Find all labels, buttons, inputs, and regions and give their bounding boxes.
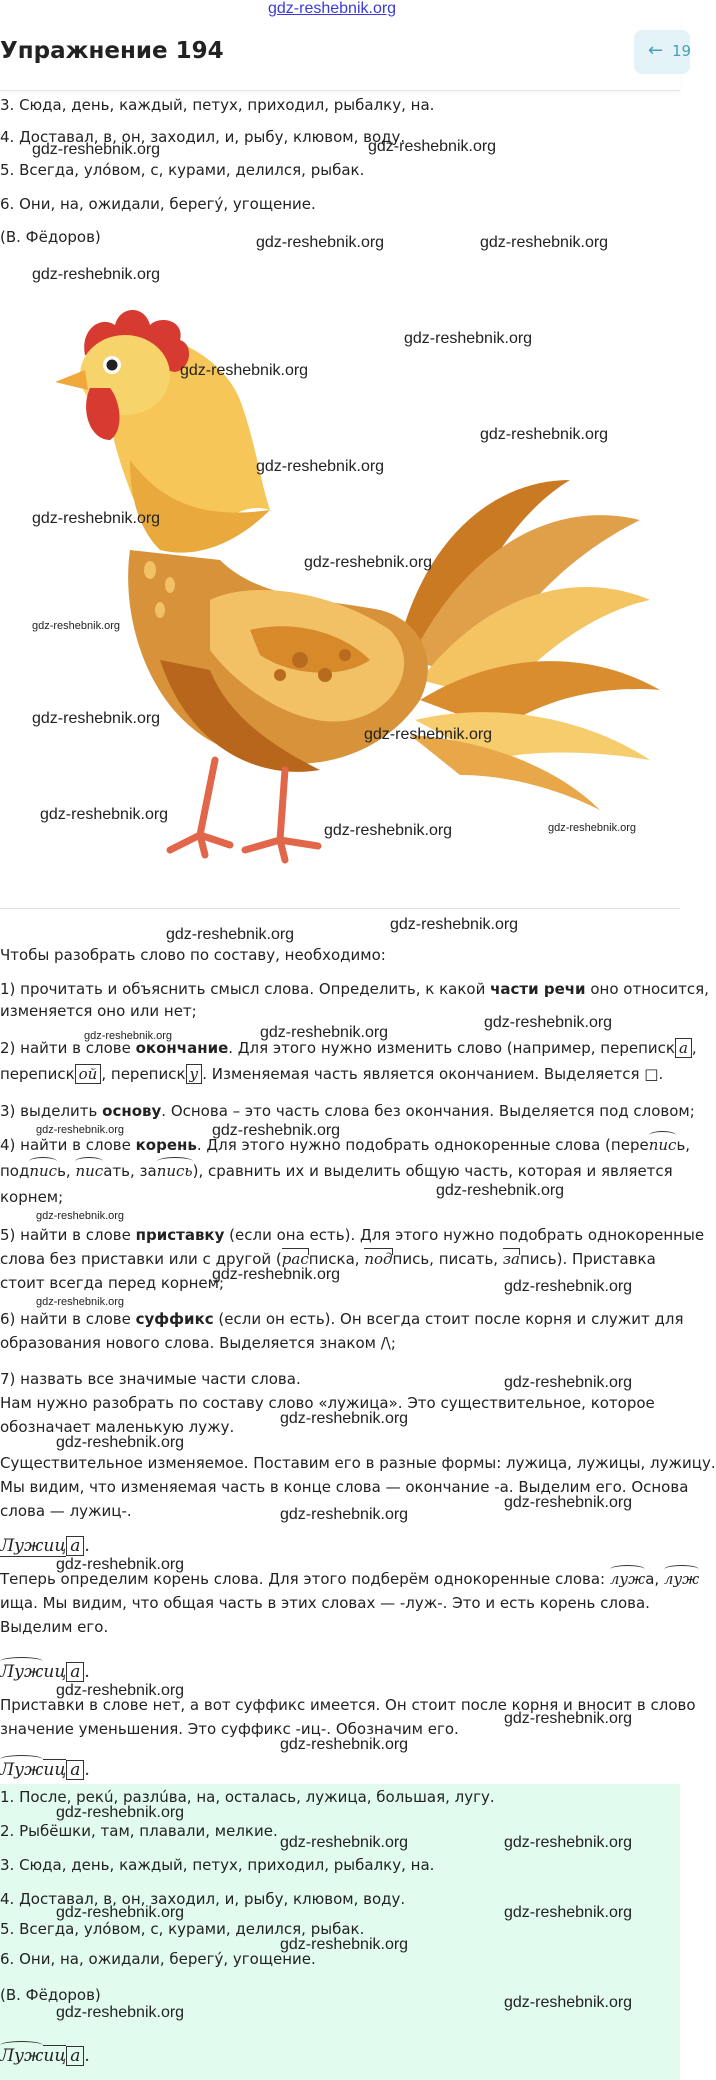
word-parse-ending: Лужиц а . (0, 1536, 90, 1556)
analysis-text: Нам нужно разобрать по составу слово «лужица». Это существительное, которое (0, 1394, 655, 1412)
arrow-left-icon: ← (648, 40, 664, 61)
page-title: Упражнение 194 (0, 38, 224, 64)
watermark: gdz-reshebnik.org (212, 1266, 341, 1283)
watermark: gdz-reshebnik.org (504, 1374, 633, 1391)
step-4-cont: подпись, писать, запись), сравнить их и выделить общую часть, которая и является (0, 1162, 673, 1180)
watermark: gdz-reshebnik.org (32, 266, 161, 283)
watermark: gdz-reshebnik.org (480, 426, 609, 443)
step-2: 2) найти в слове окончание. Для этого нужно изменить слово (например, переписк а , (0, 1039, 697, 1057)
watermark: gdz-reshebnik.org (32, 710, 161, 727)
step-1-cont: изменяется оно или нет; (0, 1002, 197, 1020)
watermark: gdz-reshebnik.org (324, 822, 453, 839)
watermark: gdz-reshebnik.org (504, 1994, 633, 2011)
analysis-text: обозначает маленькую лужу. (0, 1418, 235, 1436)
watermark: gdz-reshebnik.org (504, 1834, 633, 1851)
watermark: gdz-reshebnik.org (56, 1434, 185, 1451)
watermark: gdz-reshebnik.org (40, 806, 169, 823)
answer-line: 5. Всегда, улóвом, с, курами, делился, рыбак. (0, 1920, 365, 1938)
step-5: 5) найти в слове приставку (если она есть). Для этого нужно подобрать однокоренные (0, 1226, 705, 1244)
watermark: gdz-reshebnik.org (280, 1506, 409, 1523)
watermark: gdz-reshebnik.org (280, 1410, 409, 1427)
watermark: gdz-reshebnik.org (504, 1494, 633, 1511)
watermark: gdz-reshebnik.org (256, 234, 385, 251)
analysis-text: Выделим его. (0, 1618, 109, 1636)
analysis-text: Приставки в слове нет, а вот суффикс имеется. Он стоит после корня и вносит в слово (0, 1696, 696, 1714)
watermark: gdz-reshebnik.org (390, 916, 519, 933)
watermark: gdz-reshebnik.org (56, 1904, 185, 1921)
watermark: gdz-reshebnik.org (404, 330, 533, 347)
step-3: 3) выделить основу. Основа – это часть слова без окончания. Выделяется под словом; (0, 1102, 695, 1120)
text-line: 4. Доставал, в, он, заходил, и, рыбу, клювом, воду. (0, 128, 406, 146)
analysis-text: ища. Мы видим, что общая часть в этих словах — -луж-. Это и есть корень слова. (0, 1594, 650, 1612)
answer-line: 4. Доставал, в, он, заходил, и, рыбу, клювом, воду. (0, 1890, 406, 1908)
watermark: gdz-reshebnik.org (280, 1736, 409, 1753)
watermark: gdz-reshebnik.org (32, 510, 161, 527)
watermark: gdz-reshebnik.org (56, 1556, 185, 1573)
step-5-cont: слова без приставки или с другой (расписка, подпись, писать, запись). Приставка (0, 1250, 656, 1268)
answer-line: 1. После, рекú, разлúва, на, осталась, лужица, большая, лугу. (0, 1788, 495, 1806)
step-1: 1) прочитать и объяснить смысл слова. Определить, к какой части речи оно относится, (0, 980, 709, 998)
watermark: gdz-reshebnik.org (180, 362, 309, 379)
watermark: gdz-reshebnik.org (84, 1030, 173, 1042)
word-parse-final: Лужиц а . (0, 2046, 90, 2066)
step-6: 6) найти в слове суффикс (если он есть). Он всегда стоит после корня и служит для (0, 1310, 684, 1328)
answer-line: 3. Сюда, день, каждый, петух, приходил, рыбалку, на. (0, 1856, 435, 1874)
text-line: (В. Фёдоров) (0, 228, 101, 246)
watermark: gdz-reshebnik.org (56, 2004, 185, 2021)
answer-line: (В. Фёдоров) (0, 1986, 101, 2004)
watermark: gdz-reshebnik.org (368, 138, 497, 155)
step-4-end: корнем; (0, 1188, 64, 1206)
watermark: gdz-reshebnik.org (56, 1682, 185, 1699)
text-line: 6. Они, на, ожидали, берегý, угощение. (0, 195, 316, 213)
step-6-cont: образования нового слова. Выделяется знаком /\; (0, 1334, 396, 1352)
answer-line: 6. Они, на, ожидали, берегý, угощение. (0, 1950, 316, 1968)
watermark: gdz-reshebnik.org (56, 1804, 185, 1821)
watermark: gdz-reshebnik.org (260, 1024, 389, 1041)
analysis-text: Мы видим, что изменяемая часть в конце слова — окончание -а. Выделим его. Основа (0, 1478, 689, 1496)
watermark: gdz-reshebnik.org (504, 1904, 633, 1921)
step-5-end: стоит всегда перед корнем; (0, 1274, 225, 1292)
watermark: gdz-reshebnik.org (32, 141, 161, 158)
watermark: gdz-reshebnik.org (304, 554, 433, 571)
step-2-cont: переписк ой , переписк у . Изменяемая часть является окончанием. Выделяется □. (0, 1065, 664, 1083)
watermark: gdz-reshebnik.org (364, 726, 493, 743)
watermark: gdz-reshebnik.org (32, 620, 121, 632)
watermark: gdz-reshebnik.org (504, 1710, 633, 1727)
step-7: 7) назвать все значимые части слова. (0, 1370, 301, 1388)
watermark: gdz-reshebnik.org (436, 1182, 565, 1199)
word-parse-root: Лужиц а . (0, 1662, 90, 1682)
watermark: gdz-reshebnik.org (280, 1936, 409, 1953)
analysis-text: значение уменьшения. Это суффикс -иц-. Обозначим его. (0, 1720, 459, 1738)
watermark: gdz-reshebnik.org (36, 1296, 125, 1308)
watermark: gdz-reshebnik.org (480, 234, 609, 251)
page-header (0, 18, 692, 91)
answer-line: 2. Рыбёшки, там, плавали, мелкие. (0, 1822, 278, 1840)
text-line: 5. Всегда, улóвом, с, курами, делился, рыбак. (0, 161, 365, 179)
site-link[interactable]: gdz-reshebnik.org (268, 0, 397, 17)
text-line: 3. Сюда, день, каждый, петух, приходил, рыбалку, на. (0, 96, 435, 114)
watermark: gdz-reshebnik.org (280, 1834, 409, 1851)
watermark: gdz-reshebnik.org (166, 926, 295, 943)
watermark: gdz-reshebnik.org (548, 822, 637, 834)
watermark: gdz-reshebnik.org (212, 1122, 341, 1139)
watermark: gdz-reshebnik.org (504, 1278, 633, 1295)
watermark: gdz-reshebnik.org (256, 458, 385, 475)
analysis-text: слова — лужиц-. (0, 1502, 132, 1520)
watermark: gdz-reshebnik.org (36, 1210, 125, 1222)
step-4: 4) найти в слове корень. Для этого нужно подобрать однокоренные слова (перепись, (0, 1136, 691, 1154)
intro-text: Чтобы разобрать слово по составу, необходимо: (0, 946, 386, 964)
watermark: gdz-reshebnik.org (484, 1014, 613, 1031)
answer-block (0, 1784, 680, 2080)
next-exercise-button[interactable]: ← 19 (634, 30, 690, 74)
analysis-text: Существительное изменяемое. Поставим его в разные формы: лужица, лужицы, лужицу. (0, 1454, 716, 1472)
word-parse-suffix: Лужиц а . (0, 1760, 90, 1780)
watermark: gdz-reshebnik.org (36, 1124, 125, 1136)
analysis-text: Теперь определим корень слова. Для этого подберём однокоренные слова: лужа, луж (0, 1570, 700, 1588)
